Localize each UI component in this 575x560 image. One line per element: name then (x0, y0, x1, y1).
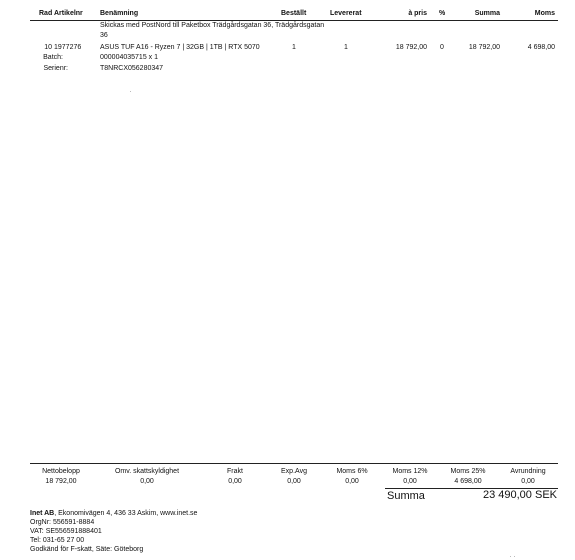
header-percent: % (439, 10, 446, 17)
totals-value-exp-avg: 0,00 (287, 478, 301, 485)
row-rad: 10 (44, 44, 52, 51)
summa-value: 23 490,00 SEK (482, 489, 557, 501)
header-bestallt: Beställt (281, 10, 307, 17)
totals-value-moms-25: 4 698,00 (454, 478, 482, 485)
totals-label-omv-skattskyldighet: Omv. skattskyldighet (114, 468, 180, 475)
delivery-note-line1: Skickas med PostNord till Paketbox Trädgårdsgatan 36, Trädgårdsgatan (100, 22, 325, 29)
totals-label-moms-6: Moms 6% (336, 468, 368, 475)
footer-fskatt: Godkänd för F-skatt, Säte: Göteborg (30, 546, 144, 553)
footer-address-line (30, 510, 197, 517)
header-artikelnr: Artikelnr (54, 10, 83, 17)
speck-mark (130, 91, 131, 92)
batch-value: 000004035715 x 1 (100, 54, 158, 61)
totals-value-moms-12: 0,00 (403, 478, 417, 485)
row-levererat: 1 (344, 44, 348, 51)
row-artikelnr: 1977276 (54, 44, 82, 51)
batch-label: Batch: (43, 54, 63, 61)
totals-value-avrundning: 0,00 (521, 478, 535, 485)
serial-value: T8NRCX056280347 (100, 65, 164, 72)
summa-label: Summa (387, 490, 425, 502)
totals-label-avrundning: Avrundning (510, 468, 546, 475)
totals-label-exp-avg: Exp.Avg (281, 468, 307, 475)
header-benamning: Benämning (100, 10, 139, 17)
header-moms: Moms (534, 10, 555, 17)
header-levererat: Levererat (330, 10, 362, 17)
footer-orgnr: OrgNr: 556591-8884 (30, 519, 95, 526)
totals-label-frakt: Frakt (227, 468, 243, 475)
row-apris: 18 792,00 (395, 44, 427, 51)
totals-label-moms-25: Moms 25% (450, 468, 486, 475)
header-divider (30, 20, 558, 21)
footer-tel: Tel: 031-65 27 00 (30, 537, 85, 544)
totals-value-omv-skattskyldighet: 0,00 (140, 478, 154, 485)
totals-value-frakt: 0,00 (228, 478, 242, 485)
totals-value-nettobelopp: 18 792,00 (45, 478, 77, 485)
serial-label: Serienr: (43, 65, 68, 72)
header-apris: à pris (408, 10, 427, 17)
footer-company-name: Inet AB (30, 510, 55, 517)
row-bestallt: 1 (292, 44, 296, 51)
speck-mark-bottom-2 (514, 556, 515, 557)
row-moms: 4 698,00 (527, 44, 555, 51)
totals-label-nettobelopp: Nettobelopp (42, 468, 80, 475)
totals-top-divider (30, 463, 558, 464)
row-summa: 18 792,00 (468, 44, 500, 51)
totals-value-moms-6: 0,00 (345, 478, 359, 485)
footer-vat: VAT: SE556591888401 (30, 528, 102, 535)
header-summa: Summa (474, 10, 500, 17)
header-rad: Rad (39, 10, 53, 17)
row-percent: 0 (440, 44, 444, 51)
delivery-note-line2: 36 (100, 32, 108, 39)
totals-label-moms-12: Moms 12% (392, 468, 428, 475)
row-benamning: ASUS TUF A16 - Ryzen 7 | 32GB | 1TB | RTX 5070 (100, 44, 260, 51)
footer-address: , Ekonomivägen 4, 436 33 Askim, www.inet.se (54, 510, 198, 517)
speck-mark-bottom (510, 556, 511, 557)
